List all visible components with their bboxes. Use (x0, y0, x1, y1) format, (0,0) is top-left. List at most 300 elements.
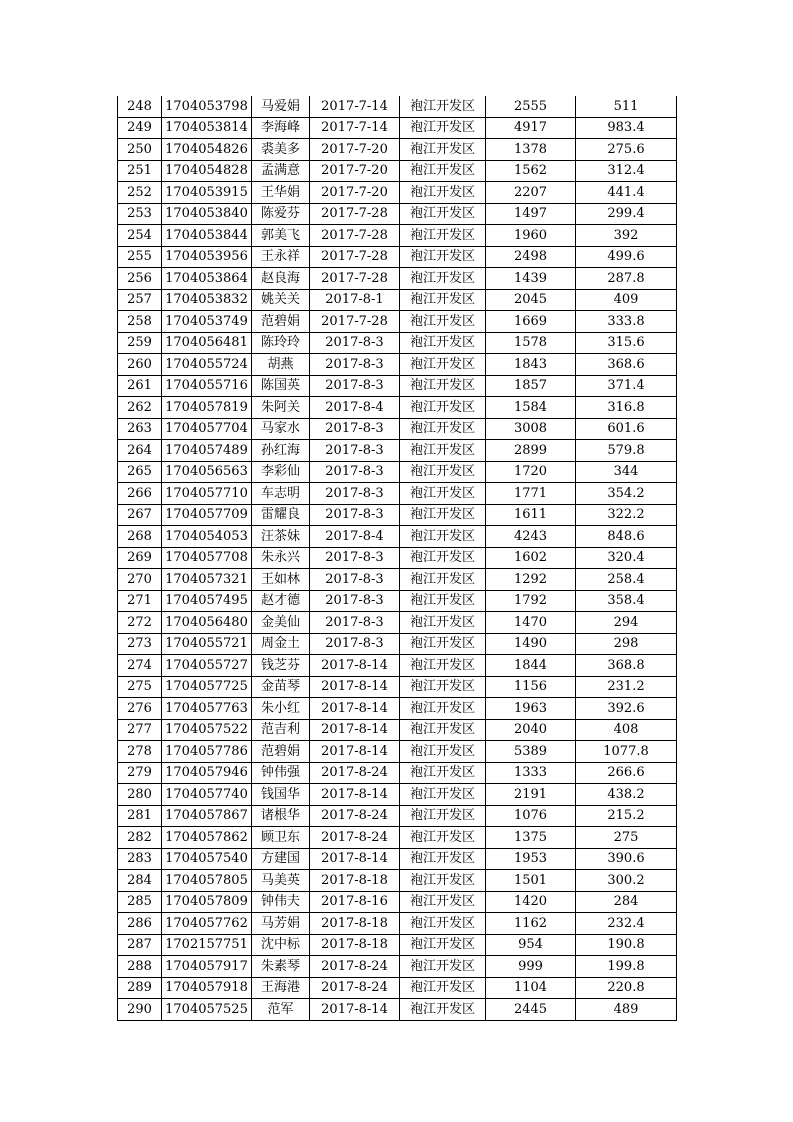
value-cell: 322.2 (576, 504, 677, 526)
amount-cell: 2207 (486, 182, 576, 204)
date-cell: 2017-7-20 (310, 182, 400, 204)
account-number-cell: 1704055716 (162, 375, 252, 397)
account-number-cell: 1704057704 (162, 418, 252, 440)
amount-cell: 1953 (486, 848, 576, 870)
amount-cell: 1156 (486, 676, 576, 698)
account-number-cell: 1704057762 (162, 913, 252, 935)
name-cell: 赵良海 (252, 268, 310, 290)
date-cell: 2017-7-20 (310, 160, 400, 182)
area-cell: 袍江开发区 (400, 225, 486, 247)
name-cell: 王永祥 (252, 246, 310, 268)
table-row (118, 590, 677, 612)
row-index-cell: 275 (118, 676, 162, 698)
row-index-cell: 269 (118, 547, 162, 569)
value-cell: 438.2 (576, 784, 677, 806)
account-number-cell: 1704053844 (162, 225, 252, 247)
amount-cell: 1333 (486, 762, 576, 784)
area-cell: 袍江开发区 (400, 96, 486, 117)
table-row (118, 848, 677, 870)
row-index-cell: 289 (118, 977, 162, 999)
amount-cell: 1490 (486, 633, 576, 655)
account-number-cell: 1702157751 (162, 934, 252, 956)
table-row (118, 375, 677, 397)
name-cell: 朱永兴 (252, 547, 310, 569)
name-cell: 朱素琴 (252, 956, 310, 978)
account-number-cell: 1704054828 (162, 160, 252, 182)
table-row (118, 397, 677, 419)
table-row (118, 569, 677, 591)
date-cell: 2017-7-14 (310, 96, 400, 117)
account-number-cell: 1704057489 (162, 440, 252, 462)
table-row (118, 698, 677, 720)
name-cell: 王华娟 (252, 182, 310, 204)
row-index-cell: 271 (118, 590, 162, 612)
date-cell: 2017-8-24 (310, 762, 400, 784)
area-cell: 袍江开发区 (400, 354, 486, 376)
area-cell: 袍江开发区 (400, 483, 486, 505)
amount-cell: 4243 (486, 526, 576, 548)
account-number-cell: 1704057819 (162, 397, 252, 419)
date-cell: 2017-8-14 (310, 655, 400, 677)
table-row (118, 504, 677, 526)
date-cell: 2017-7-28 (310, 246, 400, 268)
table-row (118, 440, 677, 462)
amount-cell: 1162 (486, 913, 576, 935)
value-cell: 315.6 (576, 332, 677, 354)
table-row (118, 741, 677, 763)
amount-cell: 1963 (486, 698, 576, 720)
amount-cell: 2555 (486, 96, 576, 117)
row-index-cell: 265 (118, 461, 162, 483)
date-cell: 2017-8-24 (310, 805, 400, 827)
value-cell: 441.4 (576, 182, 677, 204)
value-cell: 298 (576, 633, 677, 655)
area-cell: 袍江开发区 (400, 934, 486, 956)
row-index-cell: 264 (118, 440, 162, 462)
account-number-cell: 1704057725 (162, 676, 252, 698)
row-index-cell: 256 (118, 268, 162, 290)
amount-cell: 5389 (486, 741, 576, 763)
account-number-cell: 1704057710 (162, 483, 252, 505)
date-cell: 2017-8-3 (310, 612, 400, 634)
area-cell: 袍江开发区 (400, 375, 486, 397)
area-cell: 袍江开发区 (400, 311, 486, 333)
value-cell: 320.4 (576, 547, 677, 569)
table-row (118, 676, 677, 698)
area-cell: 袍江开发区 (400, 977, 486, 999)
amount-cell: 1857 (486, 375, 576, 397)
name-cell: 金美仙 (252, 612, 310, 634)
area-cell: 袍江开发区 (400, 182, 486, 204)
amount-cell: 3008 (486, 418, 576, 440)
value-cell: 294 (576, 612, 677, 634)
account-number-cell: 1704053864 (162, 268, 252, 290)
date-cell: 2017-7-28 (310, 225, 400, 247)
date-cell: 2017-8-3 (310, 375, 400, 397)
amount-cell: 2899 (486, 440, 576, 462)
date-cell: 2017-8-3 (310, 354, 400, 376)
name-cell: 金苗琴 (252, 676, 310, 698)
name-cell: 马芳娟 (252, 913, 310, 935)
date-cell: 2017-7-14 (310, 117, 400, 139)
date-cell: 2017-7-20 (310, 139, 400, 161)
name-cell: 方建国 (252, 848, 310, 870)
amount-cell: 4917 (486, 117, 576, 139)
value-cell: 489 (576, 999, 677, 1021)
date-cell: 2017-8-3 (310, 547, 400, 569)
date-cell: 2017-8-4 (310, 397, 400, 419)
date-cell: 2017-8-24 (310, 827, 400, 849)
table-row (118, 203, 677, 225)
area-cell: 袍江开发区 (400, 719, 486, 741)
amount-cell: 1501 (486, 870, 576, 892)
amount-cell: 2445 (486, 999, 576, 1021)
value-cell: 220.8 (576, 977, 677, 999)
name-cell: 朱阿关 (252, 397, 310, 419)
table-row (118, 913, 677, 935)
value-cell: 409 (576, 289, 677, 311)
row-index-cell: 288 (118, 956, 162, 978)
account-number-cell: 1704055721 (162, 633, 252, 655)
table-row (118, 719, 677, 741)
account-number-cell: 1704057740 (162, 784, 252, 806)
table-row (118, 354, 677, 376)
area-cell: 袍江开发区 (400, 246, 486, 268)
area-cell: 袍江开发区 (400, 526, 486, 548)
value-cell: 344 (576, 461, 677, 483)
table-row (118, 289, 677, 311)
row-index-cell: 253 (118, 203, 162, 225)
date-cell: 2017-8-18 (310, 870, 400, 892)
amount-cell: 1292 (486, 569, 576, 591)
row-index-cell: 268 (118, 526, 162, 548)
name-cell: 郭美飞 (252, 225, 310, 247)
name-cell: 雷耀良 (252, 504, 310, 526)
value-cell: 368.6 (576, 354, 677, 376)
table-row (118, 483, 677, 505)
area-cell: 袍江开发区 (400, 956, 486, 978)
area-cell: 袍江开发区 (400, 784, 486, 806)
area-cell: 袍江开发区 (400, 117, 486, 139)
area-cell: 袍江开发区 (400, 332, 486, 354)
table-row (118, 225, 677, 247)
row-index-cell: 280 (118, 784, 162, 806)
area-cell: 袍江开发区 (400, 612, 486, 634)
date-cell: 2017-8-14 (310, 848, 400, 870)
area-cell: 袍江开发区 (400, 440, 486, 462)
date-cell: 2017-8-14 (310, 999, 400, 1021)
area-cell: 袍江开发区 (400, 418, 486, 440)
date-cell: 2017-8-3 (310, 504, 400, 526)
value-cell: 312.4 (576, 160, 677, 182)
row-index-cell: 257 (118, 289, 162, 311)
account-number-cell: 1704053840 (162, 203, 252, 225)
value-cell: 392.6 (576, 698, 677, 720)
account-number-cell: 1704054826 (162, 139, 252, 161)
name-cell: 裘美多 (252, 139, 310, 161)
value-cell: 231.2 (576, 676, 677, 698)
name-cell: 孟满意 (252, 160, 310, 182)
row-index-cell: 276 (118, 698, 162, 720)
date-cell: 2017-8-14 (310, 719, 400, 741)
account-number-cell: 1704057867 (162, 805, 252, 827)
date-cell: 2017-8-24 (310, 956, 400, 978)
row-index-cell: 261 (118, 375, 162, 397)
value-cell: 300.2 (576, 870, 677, 892)
name-cell: 马美英 (252, 870, 310, 892)
row-index-cell: 287 (118, 934, 162, 956)
table-row (118, 633, 677, 655)
account-number-cell: 1704053915 (162, 182, 252, 204)
value-cell: 354.2 (576, 483, 677, 505)
account-number-cell: 1704057805 (162, 870, 252, 892)
row-index-cell: 254 (118, 225, 162, 247)
amount-cell: 1562 (486, 160, 576, 182)
value-cell: 511 (576, 96, 677, 117)
area-cell: 袍江开发区 (400, 698, 486, 720)
value-cell: 284 (576, 891, 677, 913)
account-number-cell: 1704055724 (162, 354, 252, 376)
name-cell: 范碧娟 (252, 311, 310, 333)
value-cell: 601.6 (576, 418, 677, 440)
value-cell: 408 (576, 719, 677, 741)
table-row (118, 332, 677, 354)
table-row (118, 999, 677, 1021)
table-row (118, 891, 677, 913)
date-cell: 2017-7-28 (310, 203, 400, 225)
table-row (118, 977, 677, 999)
amount-cell: 1378 (486, 139, 576, 161)
date-cell: 2017-7-28 (310, 268, 400, 290)
table-row (118, 956, 677, 978)
date-cell: 2017-8-14 (310, 676, 400, 698)
value-cell: 358.4 (576, 590, 677, 612)
area-cell: 袍江开发区 (400, 805, 486, 827)
row-index-cell: 260 (118, 354, 162, 376)
table-row (118, 311, 677, 333)
row-index-cell: 273 (118, 633, 162, 655)
area-cell: 袍江开发区 (400, 461, 486, 483)
amount-cell: 1104 (486, 977, 576, 999)
value-cell: 1077.8 (576, 741, 677, 763)
row-index-cell: 255 (118, 246, 162, 268)
account-number-cell: 1704057809 (162, 891, 252, 913)
value-cell: 848.6 (576, 526, 677, 548)
account-number-cell: 1704057709 (162, 504, 252, 526)
row-index-cell: 290 (118, 999, 162, 1021)
table-row (118, 117, 677, 139)
area-cell: 袍江开发区 (400, 397, 486, 419)
area-cell: 袍江开发区 (400, 741, 486, 763)
account-number-cell: 1704056563 (162, 461, 252, 483)
account-number-cell: 1704057763 (162, 698, 252, 720)
area-cell: 袍江开发区 (400, 762, 486, 784)
value-cell: 258.4 (576, 569, 677, 591)
amount-cell: 2040 (486, 719, 576, 741)
account-number-cell: 1704055727 (162, 655, 252, 677)
area-cell: 袍江开发区 (400, 999, 486, 1021)
account-number-cell: 1704053814 (162, 117, 252, 139)
area-cell: 袍江开发区 (400, 891, 486, 913)
name-cell: 沈中标 (252, 934, 310, 956)
area-cell: 袍江开发区 (400, 504, 486, 526)
account-number-cell: 1704057946 (162, 762, 252, 784)
value-cell: 199.8 (576, 956, 677, 978)
name-cell: 马家水 (252, 418, 310, 440)
area-cell: 袍江开发区 (400, 289, 486, 311)
name-cell: 车志明 (252, 483, 310, 505)
table-row (118, 934, 677, 956)
area-cell: 袍江开发区 (400, 160, 486, 182)
row-index-cell: 282 (118, 827, 162, 849)
name-cell: 顾卫东 (252, 827, 310, 849)
date-cell: 2017-8-3 (310, 569, 400, 591)
row-index-cell: 258 (118, 311, 162, 333)
row-index-cell: 249 (118, 117, 162, 139)
value-cell: 368.8 (576, 655, 677, 677)
row-index-cell: 274 (118, 655, 162, 677)
area-cell: 袍江开发区 (400, 633, 486, 655)
account-number-cell: 1704053798 (162, 96, 252, 117)
amount-cell: 1844 (486, 655, 576, 677)
area-cell: 袍江开发区 (400, 870, 486, 892)
amount-cell: 1375 (486, 827, 576, 849)
account-number-cell: 1704057786 (162, 741, 252, 763)
account-number-cell: 1704053956 (162, 246, 252, 268)
account-number-cell: 1704056480 (162, 612, 252, 634)
name-cell: 周金土 (252, 633, 310, 655)
records-table-body (118, 96, 677, 1020)
table-row (118, 827, 677, 849)
row-index-cell: 283 (118, 848, 162, 870)
date-cell: 2017-8-14 (310, 698, 400, 720)
row-index-cell: 278 (118, 741, 162, 763)
name-cell: 王海港 (252, 977, 310, 999)
row-index-cell: 248 (118, 96, 162, 117)
row-index-cell: 286 (118, 913, 162, 935)
table-row (118, 96, 677, 117)
table-row (118, 762, 677, 784)
row-index-cell: 277 (118, 719, 162, 741)
name-cell: 钱国华 (252, 784, 310, 806)
date-cell: 2017-8-18 (310, 913, 400, 935)
amount-cell: 1669 (486, 311, 576, 333)
name-cell: 范碧娟 (252, 741, 310, 763)
amount-cell: 1470 (486, 612, 576, 634)
name-cell: 王如林 (252, 569, 310, 591)
table-row (118, 139, 677, 161)
name-cell: 孙红海 (252, 440, 310, 462)
table-row (118, 784, 677, 806)
row-index-cell: 279 (118, 762, 162, 784)
area-cell: 袍江开发区 (400, 590, 486, 612)
amount-cell: 1960 (486, 225, 576, 247)
row-index-cell: 284 (118, 870, 162, 892)
name-cell: 钟伟强 (252, 762, 310, 784)
table-row (118, 870, 677, 892)
account-number-cell: 1704056481 (162, 332, 252, 354)
amount-cell: 1439 (486, 268, 576, 290)
table-row (118, 182, 677, 204)
date-cell: 2017-8-3 (310, 461, 400, 483)
value-cell: 983.4 (576, 117, 677, 139)
name-cell: 诸根华 (252, 805, 310, 827)
value-cell: 266.6 (576, 762, 677, 784)
table-row (118, 461, 677, 483)
area-cell: 袍江开发区 (400, 848, 486, 870)
date-cell: 2017-8-3 (310, 483, 400, 505)
name-cell: 马爱娟 (252, 96, 310, 117)
value-cell: 275 (576, 827, 677, 849)
name-cell: 姚关关 (252, 289, 310, 311)
amount-cell: 2045 (486, 289, 576, 311)
date-cell: 2017-8-16 (310, 891, 400, 913)
date-cell: 2017-8-3 (310, 332, 400, 354)
area-cell: 袍江开发区 (400, 547, 486, 569)
amount-cell: 1420 (486, 891, 576, 913)
row-index-cell: 266 (118, 483, 162, 505)
date-cell: 2017-8-14 (310, 741, 400, 763)
value-cell: 215.2 (576, 805, 677, 827)
name-cell: 李彩仙 (252, 461, 310, 483)
area-cell: 袍江开发区 (400, 913, 486, 935)
value-cell: 579.8 (576, 440, 677, 462)
name-cell: 汪茶妹 (252, 526, 310, 548)
account-number-cell: 1704057495 (162, 590, 252, 612)
row-index-cell: 272 (118, 612, 162, 634)
table-row (118, 655, 677, 677)
date-cell: 2017-7-28 (310, 311, 400, 333)
table-row (118, 526, 677, 548)
name-cell: 钱芝芬 (252, 655, 310, 677)
account-number-cell: 1704057540 (162, 848, 252, 870)
area-cell: 袍江开发区 (400, 203, 486, 225)
row-index-cell: 263 (118, 418, 162, 440)
value-cell: 287.8 (576, 268, 677, 290)
table-row (118, 160, 677, 182)
table-row (118, 612, 677, 634)
row-index-cell: 267 (118, 504, 162, 526)
area-cell: 袍江开发区 (400, 569, 486, 591)
area-cell: 袍江开发区 (400, 827, 486, 849)
account-number-cell: 1704057917 (162, 956, 252, 978)
name-cell: 钟伟夫 (252, 891, 310, 913)
date-cell: 2017-8-3 (310, 418, 400, 440)
value-cell: 316.8 (576, 397, 677, 419)
amount-cell: 2498 (486, 246, 576, 268)
row-index-cell: 251 (118, 160, 162, 182)
date-cell: 2017-8-4 (310, 526, 400, 548)
area-cell: 袍江开发区 (400, 268, 486, 290)
value-cell: 299.4 (576, 203, 677, 225)
name-cell: 朱小红 (252, 698, 310, 720)
account-number-cell: 1704057862 (162, 827, 252, 849)
value-cell: 390.6 (576, 848, 677, 870)
name-cell: 陈国英 (252, 375, 310, 397)
name-cell: 范军 (252, 999, 310, 1021)
date-cell: 2017-8-14 (310, 784, 400, 806)
amount-cell: 1497 (486, 203, 576, 225)
area-cell: 袍江开发区 (400, 655, 486, 677)
value-cell: 275.6 (576, 139, 677, 161)
row-index-cell: 270 (118, 569, 162, 591)
amount-cell: 1720 (486, 461, 576, 483)
table-row (118, 268, 677, 290)
row-index-cell: 281 (118, 805, 162, 827)
row-index-cell: 259 (118, 332, 162, 354)
amount-cell: 1584 (486, 397, 576, 419)
amount-cell: 1602 (486, 547, 576, 569)
